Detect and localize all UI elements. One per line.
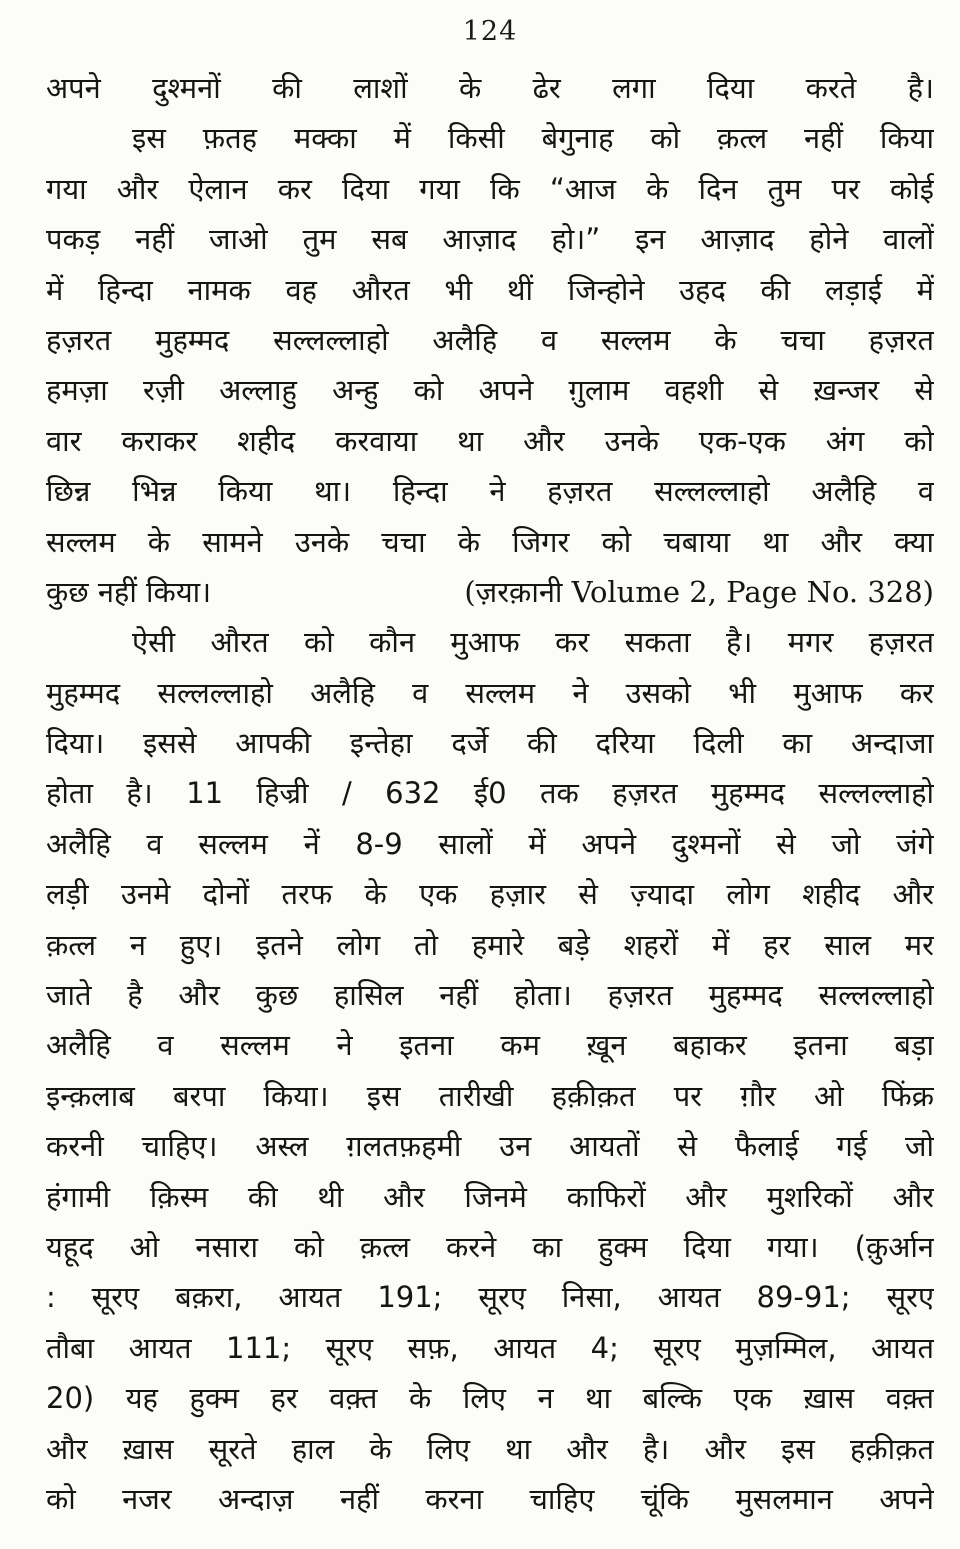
text-line: लड़ी उनमे दोनों तरफ के एक हज़ार से ज़्यादा लोग शहीद और bbox=[46, 877, 934, 912]
text-line: करनी चाहिए। अस्ल ग़लतफ़हमी उन आयतों से फैलाई गई जो bbox=[46, 1129, 934, 1164]
text-line: 20) यह हुक्म हर वक़्त के लिए न था बल्कि एक ख़ास वक़्त bbox=[46, 1381, 934, 1416]
text-line: छिन्न भिन्न किया था। हिन्दा ने हज़रत सल्लल्लाहो अलैहि व bbox=[46, 474, 934, 509]
citation-text: कुछ नहीं किया। bbox=[46, 574, 212, 609]
text-line: हंगामी क़िस्म की थी और जिनमे काफिरों और मुशरिकों और bbox=[46, 1179, 934, 1214]
text-line: को नजर अन्दाज़ नहीं करना चाहिए चूंकि मुसलमान अपने bbox=[46, 1481, 934, 1516]
text-line: अपने दुश्मनों की लाशों के ढेर लगा दिया करते है। bbox=[46, 71, 934, 105]
text-line: मुहम्मद सल्लल्लाहो अलैहि व सल्लम ने उसको भी मुआफ कर bbox=[46, 675, 934, 710]
text-line: होता है। 11 हिज्री / 632 ई0 तक हज़रत मुहम्मद सल्लल्लाहो bbox=[46, 776, 934, 811]
citation-line bbox=[46, 567, 934, 617]
page-number: 124 bbox=[462, 16, 518, 47]
body-text bbox=[46, 63, 934, 1524]
text-line: गया और ऐलान कर दिया गया कि “आज के दिन तुम पर कोई bbox=[46, 171, 934, 206]
text-line: जाते है और कुछ हासिल नहीं होता। हज़रत मुहम्मद सल्लल्लाहो bbox=[46, 978, 934, 1013]
text-line: इन्क़लाब बरपा किया। इस तारीखी हक़ीक़त पर ग़ौर ओ फिंक्र bbox=[46, 1078, 934, 1113]
text-line: दिया। इससे आपकी इन्तेहा दर्जे की दरिया दिली का अन्दाजा bbox=[46, 726, 934, 761]
text-line: और ख़ास सूरते हाल के लिए था और है। और इस हक़ीक़त bbox=[46, 1431, 934, 1466]
text-line: हज़रत मुहम्मद सल्लल्लाहो अलैहि व सल्लम के चचा हज़रत bbox=[46, 322, 934, 357]
citation-reference: (ज़रक़ानी Volume 2, Page No. 328) bbox=[464, 574, 934, 609]
text-line: हमज़ा रज़ी अल्लाहु अन्हु को अपने ग़ुलाम वहशी से ख़न्जर से bbox=[46, 373, 934, 408]
text-line: तौबा आयत 111; सूरए सफ़, आयत 4; सूरए मुज़म्मिल, आयत bbox=[46, 1330, 934, 1365]
text-line: ऐसी औरत को कौन मुआफ कर सकता है। मगर हज़रत bbox=[132, 625, 934, 660]
text-line: अलैहि व सल्लम नें 8-9 सालों में अपने दुश्मनों से जो जंगे bbox=[46, 826, 934, 861]
text-line: अलैहि व सल्लम ने इतना कम ख़ून बहाकर इतना बड़ा bbox=[46, 1028, 934, 1063]
text-line: यहूद ओ नसारा को क़त्ल करने का हुक्म दिया गया। (क़ुर्आन bbox=[46, 1229, 934, 1264]
text-line: इस फ़तह मक्का में किसी बेगुनाह को क़त्ल नहीं किया bbox=[132, 121, 934, 156]
text-line: : सूरए बक़रा, आयत 191; सूरए निसा, आयत 89-91; सूरए bbox=[46, 1280, 934, 1315]
text-line: पकड़ नहीं जाओ तुम सब आज़ाद हो।” इन आज़ाद होने वालों bbox=[46, 222, 934, 257]
text-line: में हिन्दा नामक वह औरत भी थीं जिन्होने उहद की लड़ाई में bbox=[46, 272, 934, 307]
text-line: वार कराकर शहीद करवाया था और उनके एक-एक अंग को bbox=[46, 423, 934, 458]
text-line: क़त्ल न हुए। इतने लोग तो हमारे बड़े शहरों में हर साल मर bbox=[46, 927, 934, 962]
text-line: सल्लम के सामने उनके चचा के जिगर को चबाया था और क्या bbox=[46, 524, 934, 559]
